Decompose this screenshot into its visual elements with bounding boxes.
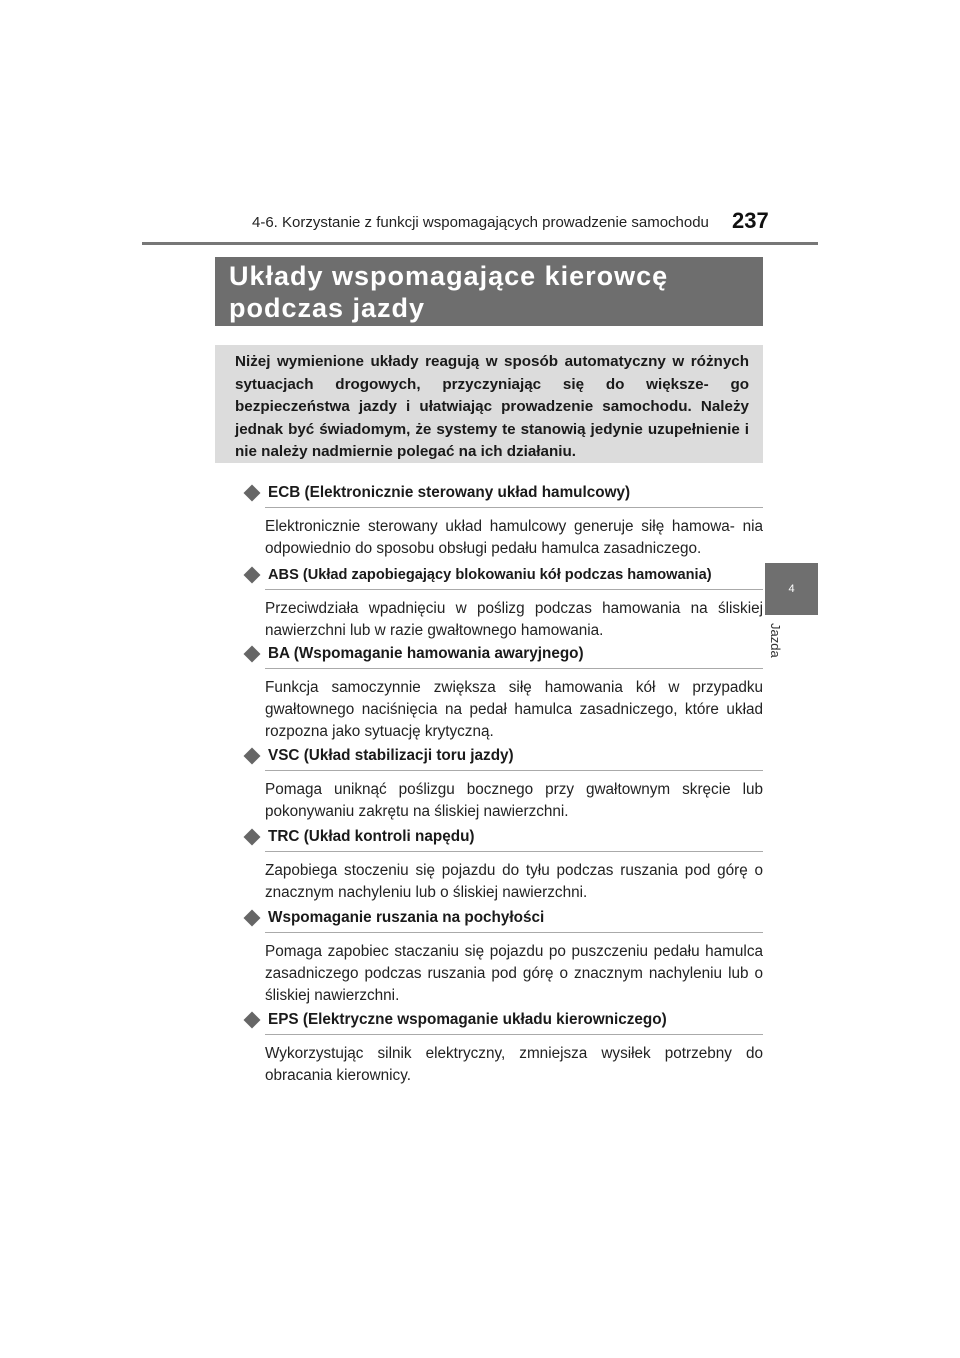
page-title <box>215 257 763 326</box>
section-heading <box>243 745 763 767</box>
section-abs <box>243 564 763 642</box>
diamond-bullet-icon <box>244 567 261 584</box>
section-heading <box>243 482 763 504</box>
section-body: Pomaga zapobiec staczaniu się pojazdu po puszczeniu pedału hamulca zasadniczego podczas ruszania pod górę o znacznym nachyleniu lub o śliskiej nawierzchni. <box>265 943 763 1004</box>
section-rule <box>265 589 763 590</box>
section-heading <box>243 564 763 586</box>
section-rule <box>265 1034 763 1035</box>
section-trc <box>243 826 763 904</box>
section-heading <box>243 826 763 848</box>
header-rule <box>142 242 818 245</box>
diamond-bullet-icon <box>244 829 261 846</box>
running-header: 4-6. Korzystanie z funkcji wspomagających prowadzenie samochodu <box>252 214 709 231</box>
section-heading-text: ABS (Układ zapobiegający blokowaniu kół podczas hamowania) <box>268 567 712 583</box>
section-heading-text: TRC (Układ kontroli napędu) <box>268 828 475 845</box>
intro-text: Niżej wymienione układy reagują w sposób automatyczny w różnych sytuacjach drogowych, przyczyniając się do większe- go bezpieczeństwa jazdy i ułatwiając prowadzenie samochodu. Należy jednak być świadomym, że systemy te stanowią jedynie uzupełnienie i nie należy nadmiernie polegać na ich działaniu. <box>235 353 749 460</box>
diamond-bullet-icon <box>244 646 261 663</box>
section-body: Elektronicznie sterowany układ hamulcowy generuje siłę hamowa- nia odpowiednio do sposobu obsługi pedału hamulca zasadniczego. <box>265 518 763 557</box>
section-rule <box>265 932 763 933</box>
section-body: Zapobiega stoczeniu się pojazdu do tyłu podczas ruszania pod górę o znacznym nachyleniu lub o śliskiej nawierzchni. <box>265 862 763 901</box>
section-heading <box>243 907 763 929</box>
section-heading-text: BA (Wspomaganie hamowania awaryjnego) <box>268 645 584 662</box>
section-heading-text: Wspomaganie ruszania na pochyłości <box>268 909 545 926</box>
section-hill-start <box>243 907 763 1007</box>
section-body: Pomaga uniknąć poślizgu bocznego przy gwałtownym skręcie lub pokonywaniu zakrętu na śliskiej nawierzchni. <box>265 781 763 820</box>
section-heading <box>243 1009 763 1031</box>
section-rule <box>265 851 763 852</box>
page-title-line-1: Układy wspomagające kierowcę <box>229 261 669 291</box>
section-rule <box>265 507 763 508</box>
section-body: Funkcja samoczynnie zwiększa siłę hamowania kół w przypadku gwałtownego naciśnięcia na pedał hamulca zasadniczego, które układ rozpozna jako sytuację krytyczną. <box>265 679 763 740</box>
section-rule <box>265 668 763 669</box>
intro-box <box>215 345 763 463</box>
diamond-bullet-icon <box>244 485 261 502</box>
section-body: Wykorzystując silnik elektryczny, zmniejsza wysiłek potrzebny do obracania kierownicy. <box>265 1045 763 1084</box>
page-title-line-2: podczas jazdy <box>229 293 426 323</box>
section-body: Przeciwdziała wpadnięciu w poślizg podczas hamowania na śliskiej nawierzchni lub w razie gwałtownego hamowania. <box>265 600 763 639</box>
diamond-bullet-icon <box>244 1012 261 1029</box>
chapter-tab <box>765 563 818 615</box>
section-vsc <box>243 745 763 823</box>
diamond-bullet-icon <box>244 910 261 927</box>
section-ecb <box>243 482 763 560</box>
page-number: 237 <box>732 208 769 233</box>
section-heading-text: ECB (Elektronicznie sterowany układ hamulcowy) <box>268 484 631 501</box>
section-heading <box>243 643 763 665</box>
section-heading-text: VSC (Układ stabilizacji toru jazdy) <box>268 747 514 764</box>
diamond-bullet-icon <box>244 748 261 765</box>
chapter-number: 4 <box>788 583 795 595</box>
section-ba <box>243 643 763 743</box>
chapter-label: Jazda <box>768 623 783 658</box>
section-eps <box>243 1009 763 1087</box>
section-heading-text: EPS (Elektryczne wspomaganie układu kierowniczego) <box>268 1011 667 1028</box>
section-rule <box>265 770 763 771</box>
